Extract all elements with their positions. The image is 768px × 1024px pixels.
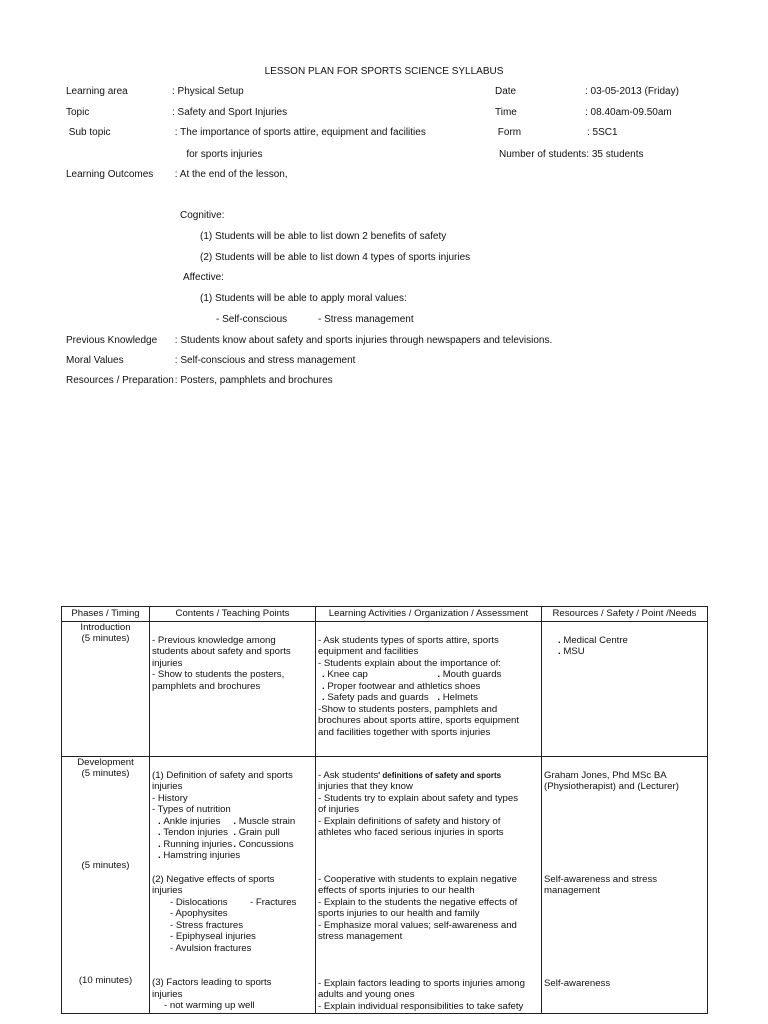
table-row-introduction	[62, 621, 708, 756]
moral-value-item: - Self-conscious	[216, 314, 288, 325]
resource-item: . Medical Centre	[558, 634, 628, 646]
lesson-plan-table	[61, 606, 708, 1014]
activity-line: athletes who faced serious injuries in sports	[318, 827, 504, 838]
outcome-item: (2) Students will be able to list down 4 types of sports injuries	[200, 252, 471, 263]
field-label: Time	[495, 107, 517, 118]
activity-line: -Show to students posters, pamphlets and	[318, 703, 498, 715]
phase-timing: (5 minutes)	[81, 633, 130, 644]
content-line: (3) Factors leading to sports	[152, 977, 272, 988]
table-row-development	[62, 756, 708, 1014]
bullet-item: Knee cap	[327, 669, 368, 680]
list-item: - Dislocations - Fractures	[170, 896, 297, 908]
contents-cell	[150, 756, 316, 1014]
field-label: Learning Outcomes	[66, 169, 154, 180]
content-line: injuries	[152, 781, 183, 792]
content-line: (2) Negative effects of sports	[152, 873, 275, 885]
activity-line: of injuries	[318, 804, 360, 815]
table-header-row	[62, 607, 708, 622]
content-line: students about safety and sports	[152, 646, 291, 657]
content-line: - History	[152, 792, 188, 804]
content-line: - Types of nutrition	[152, 804, 231, 815]
field-value: : 03-05-2013 (Friday)	[585, 86, 679, 97]
content-line: - not warming up well	[164, 1000, 255, 1011]
activities-cell	[316, 621, 542, 756]
column-header: Phases / Timing	[62, 607, 150, 622]
field-value: : Safety and Sport Injuries	[172, 107, 288, 118]
list-item: - Apophysites	[170, 908, 228, 919]
activities-cell	[316, 756, 542, 1014]
field-label: Date	[495, 86, 517, 97]
content-line: pamphlets and brochures	[152, 680, 261, 692]
bullet-item: Mouth guards	[442, 669, 502, 680]
field-label: Sub topic	[66, 127, 111, 138]
bullet-item: Concussions	[238, 838, 294, 850]
content-line: (1) Definition of safety and sports	[152, 769, 293, 781]
activity-line: - Explain individual responsibilities to take safety	[318, 1000, 524, 1012]
column-header: Resources / Safety / Point /Needs	[542, 607, 708, 622]
activity-line: - Students try to explain about safety and types	[318, 792, 518, 804]
activity-line: - Cooperative with students to explain negative	[318, 873, 517, 885]
resource-line: management	[544, 885, 600, 896]
field-label: Resources / Preparation	[66, 375, 174, 386]
field-value: : Self-conscious and stress management	[172, 355, 356, 366]
phase-cell	[62, 756, 150, 1014]
column-header: Contents / Teaching Points	[150, 607, 316, 622]
phase-cell	[62, 621, 150, 756]
field-value: : Posters, pamphlets and brochures	[172, 375, 333, 386]
outcome-item: (1) Students will be able to apply moral values:	[200, 293, 407, 304]
resource-line: (Physiotherapist) and (Lecturer)	[544, 781, 679, 792]
field-label: Topic	[66, 107, 90, 118]
cognitive-label: Cognitive:	[180, 210, 225, 221]
field-value-continued: for sports injuries	[178, 149, 263, 160]
moral-value-item: - Stress management	[318, 314, 414, 325]
activity-line: - Explain to the students the negative effects of	[318, 896, 518, 908]
bullet-item: Helmets	[442, 692, 478, 703]
resource-line: Self-awareness and stress	[544, 873, 658, 885]
content-line: injuries	[152, 657, 183, 669]
activity-line: - Emphasize moral values; self-awareness and	[318, 919, 517, 931]
activity-line: sports injuries to our health and family	[318, 908, 480, 919]
activity-line: stress management	[318, 931, 403, 942]
content-line: - Show to students the posters,	[152, 669, 285, 680]
column-header: Learning Activities / Organization / Assessment	[316, 607, 542, 622]
resources-cell	[542, 621, 708, 756]
list-item: - Avulsion fractures	[170, 942, 252, 954]
bullet-item: Running injuries	[163, 838, 233, 850]
activity-line: equipment and facilities	[318, 646, 419, 657]
field-value: : Students know about safety and sports injuries through newspapers and televisions.	[172, 335, 553, 346]
phase-timing: (5 minutes)	[81, 768, 130, 779]
bullet-item: Proper footwear and athletics shoes	[327, 680, 481, 692]
resource-line: Graham Jones, Phd MSc BA	[544, 769, 667, 781]
activity-line: brochures about sports attire, sports equipment	[318, 715, 520, 726]
field-label: Number of students: 35 students	[499, 149, 644, 160]
affective-label: Affective:	[183, 272, 224, 283]
field-value: : Physical Setup	[172, 86, 244, 97]
bullet-item: Safety pads and guards	[327, 692, 429, 703]
activity-line: injuries that they know	[318, 781, 413, 792]
activity-line: adults and young ones	[318, 989, 415, 1000]
phase-timing: (10 minutes)	[78, 975, 133, 986]
bullet-item: Muscle strain	[238, 815, 296, 827]
field-value: : 5SC1	[587, 127, 618, 138]
contents-cell	[150, 621, 316, 756]
activity-line: - Explain factors leading to sports injuries among	[318, 977, 525, 989]
resource-item: . MSU	[558, 646, 585, 657]
resources-cell	[542, 756, 708, 1014]
bullet-row: . Ankle injuries . Muscle strain	[158, 815, 296, 827]
content-line: injuries	[152, 988, 183, 1000]
phase-name: Introduction	[80, 621, 131, 633]
activity-line: - Ask students types of sports attire, sports	[318, 634, 499, 646]
field-label: Previous Knowledge	[66, 335, 158, 346]
activity-line: effects of sports injuries to our health	[318, 885, 475, 896]
activity-line: - Students explain about the importance of:	[318, 657, 501, 669]
activity-line: - Ask students' definitions of safety and sports	[318, 769, 502, 781]
activity-line: and facilities together with sports injuries	[318, 726, 491, 738]
bullet-row: . Proper footwear and athletics shoes	[322, 680, 481, 692]
list-item: - Stress fractures	[170, 919, 244, 931]
bullet-row: . Safety pads and guards . Helmets	[322, 692, 478, 703]
field-label: Moral Values	[66, 355, 124, 366]
bullet-item: Tendon injuries	[163, 827, 228, 838]
field-value: : 08.40am-09.50am	[585, 107, 672, 118]
field-value: : At the end of the lesson,	[172, 169, 288, 180]
field-label: Form	[495, 127, 522, 138]
bullet-item: Grain pull	[238, 827, 280, 838]
field-label: Learning area	[66, 86, 128, 97]
field-value: : The importance of sports attire, equipment and facilities	[172, 127, 426, 138]
bullet-row: . Hamstring injuries	[158, 850, 241, 861]
bullet-row: . Running injuries. Concussions	[158, 838, 294, 850]
resource-line: Self-awareness	[544, 977, 611, 989]
bullet-row: . Knee cap . Mouth guards	[322, 669, 502, 680]
document-title: LESSON PLAN FOR SPORTS SCIENCE SYLLABUS	[264, 66, 504, 77]
activity-line: - Explain definitions of safety and history of	[318, 815, 501, 827]
content-line: injuries	[152, 885, 183, 896]
bullet-item: Ankle injuries	[163, 815, 221, 827]
bullet-item: Hamstring injuries	[163, 850, 241, 861]
phase-name: Development	[77, 756, 134, 768]
phase-timing: (5 minutes)	[81, 859, 130, 871]
outcome-item: (1) Students will be able to list down 2 benefits of safety	[200, 231, 447, 242]
list-item: - Epiphyseal injuries	[170, 931, 256, 942]
bullet-row: . Tendon injuries . Grain pull	[158, 827, 280, 838]
content-line: - Previous knowledge among	[152, 634, 276, 646]
